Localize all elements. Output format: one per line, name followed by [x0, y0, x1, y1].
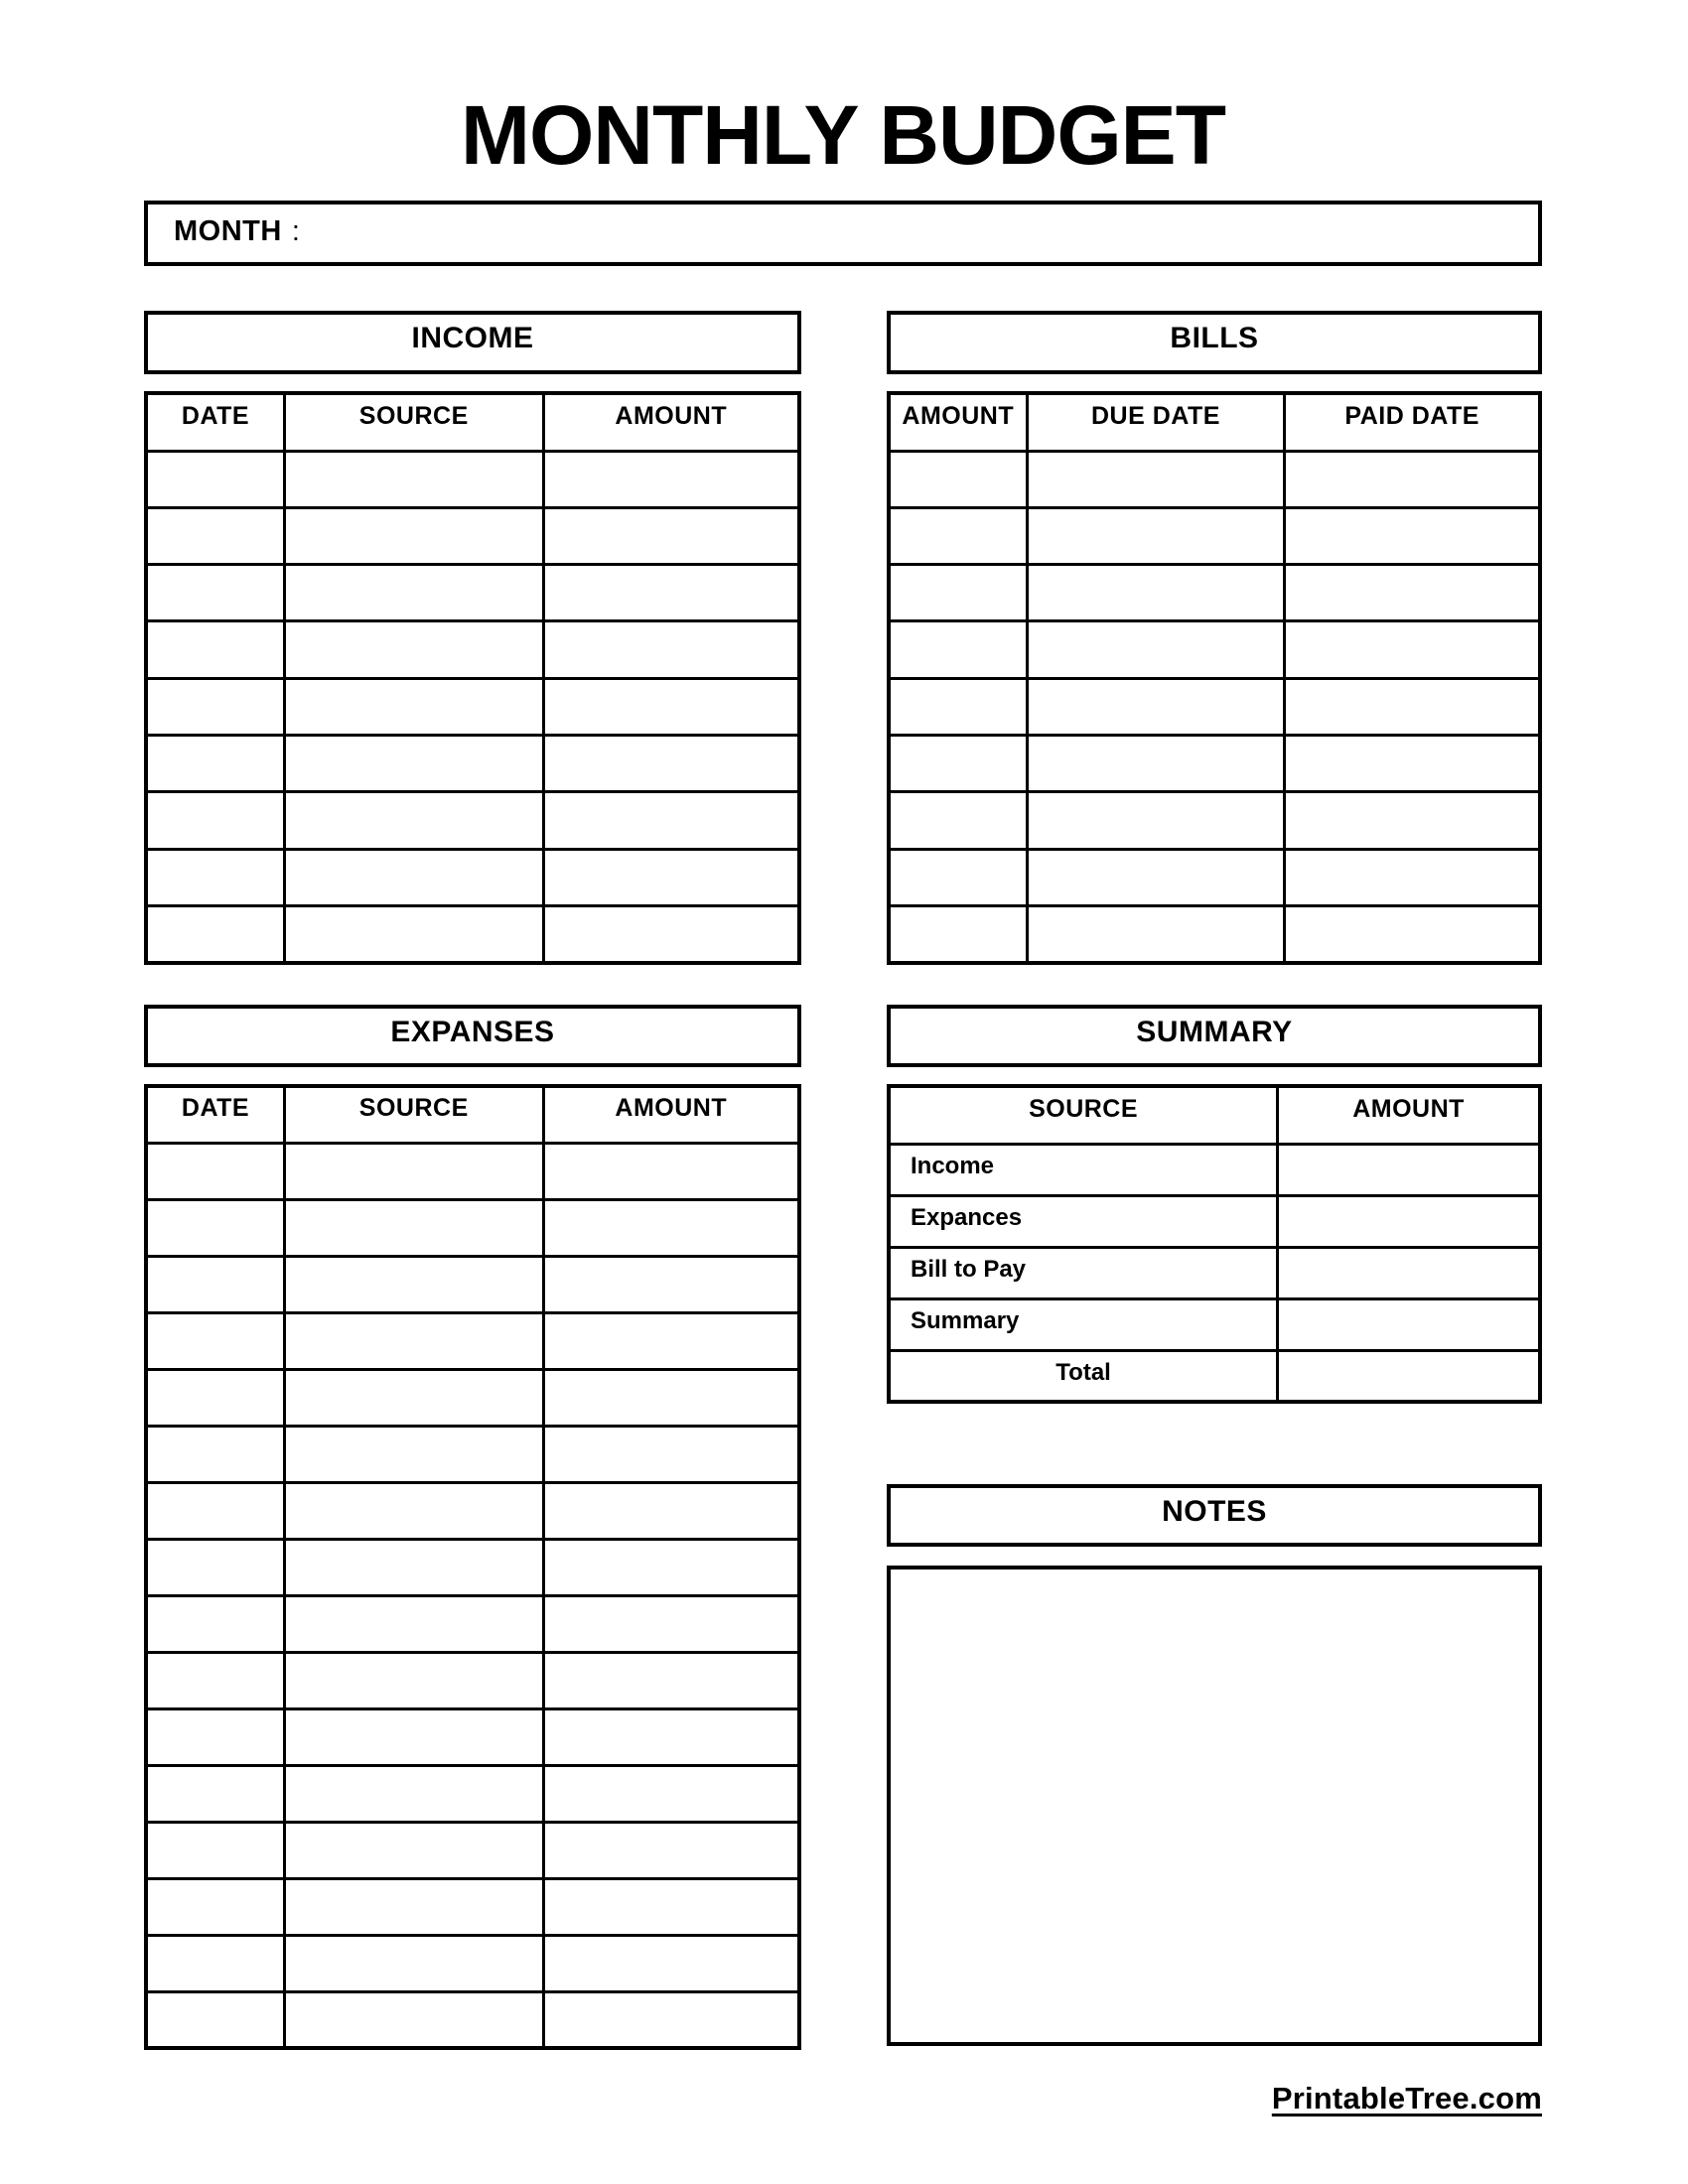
blank-cell — [146, 1595, 284, 1652]
blank-cell — [1027, 621, 1285, 678]
expanses-table — [144, 1084, 801, 2050]
income-table-header-row — [146, 393, 799, 451]
blank-cell — [543, 1765, 799, 1822]
summary-amount-cell — [1278, 1350, 1540, 1402]
blank-row — [146, 1595, 799, 1652]
blank-cell — [146, 1199, 284, 1256]
blank-cell — [1027, 736, 1285, 792]
blank-cell — [146, 1822, 284, 1878]
blank-cell — [284, 1595, 543, 1652]
page-title: MONTHLY BUDGET — [460, 88, 1226, 182]
blank-row — [146, 1256, 799, 1312]
income-section-title: INCOME — [411, 322, 534, 354]
blank-cell — [284, 1765, 543, 1822]
expanses-section-title: EXPANSES — [390, 1015, 555, 1048]
blank-cell — [889, 678, 1027, 735]
blank-cell — [284, 1708, 543, 1765]
income-table-body — [146, 451, 799, 963]
summary-amount-cell — [1278, 1247, 1540, 1298]
bills-table-header-row — [889, 393, 1540, 451]
summary-table-body — [889, 1144, 1540, 1402]
summary-row-income — [889, 1144, 1540, 1195]
blank-cell — [146, 849, 284, 905]
blank-cell — [1285, 507, 1540, 564]
blank-row — [146, 1143, 799, 1199]
blank-row — [146, 621, 799, 678]
blank-row — [146, 1369, 799, 1426]
blank-row — [146, 1822, 799, 1878]
blank-cell — [146, 792, 284, 849]
blank-row — [146, 1312, 799, 1369]
footer-site-link[interactable]: PrintableTree.com — [1271, 2081, 1542, 2116]
blank-cell — [1285, 736, 1540, 792]
blank-cell — [1285, 678, 1540, 735]
expanses-col-amount: AMOUNT — [543, 1086, 799, 1143]
blank-cell — [284, 1143, 543, 1199]
blank-row — [889, 792, 1540, 849]
blank-row — [146, 1708, 799, 1765]
blank-row — [146, 1652, 799, 1708]
blank-cell — [1285, 792, 1540, 849]
blank-cell — [543, 906, 799, 963]
blank-cell — [146, 1991, 284, 2048]
bills-col-due-date: DUE DATE — [1027, 393, 1285, 451]
income-table — [144, 391, 801, 965]
expanses-col-source: SOURCE — [284, 1086, 543, 1143]
blank-cell — [1285, 565, 1540, 621]
blank-cell — [543, 1256, 799, 1312]
blank-cell — [543, 1312, 799, 1369]
month-colon: : — [291, 214, 300, 247]
blank-row — [146, 1199, 799, 1256]
summary-label-expances: Expances — [889, 1195, 1278, 1247]
blank-cell — [543, 1652, 799, 1708]
summary-amount-cell — [1278, 1144, 1540, 1195]
month-field — [144, 201, 1542, 266]
blank-cell — [146, 906, 284, 963]
blank-cell — [284, 849, 543, 905]
summary-row-summary — [889, 1298, 1540, 1350]
blank-cell — [889, 736, 1027, 792]
blank-cell — [1285, 451, 1540, 507]
blank-cell — [146, 507, 284, 564]
blank-cell — [1285, 906, 1540, 963]
blank-cell — [146, 565, 284, 621]
blank-cell — [543, 736, 799, 792]
blank-cell — [284, 1199, 543, 1256]
blank-cell — [284, 792, 543, 849]
blank-row — [889, 507, 1540, 564]
blank-cell — [146, 1426, 284, 1482]
bills-table-body — [889, 451, 1540, 963]
summary-amount-cell — [1278, 1195, 1540, 1247]
blank-cell — [889, 507, 1027, 564]
blank-cell — [284, 621, 543, 678]
blank-cell — [284, 1878, 543, 1935]
blank-cell — [284, 1991, 543, 2048]
blank-cell — [543, 678, 799, 735]
blank-cell — [146, 1765, 284, 1822]
income-col-date: DATE — [146, 393, 284, 451]
blank-cell — [284, 736, 543, 792]
blank-cell — [889, 906, 1027, 963]
blank-row — [146, 1539, 799, 1595]
summary-label-summary: Summary — [889, 1298, 1278, 1350]
blank-cell — [146, 1312, 284, 1369]
blank-cell — [146, 1708, 284, 1765]
blank-cell — [1027, 565, 1285, 621]
blank-cell — [543, 451, 799, 507]
blank-cell — [1285, 849, 1540, 905]
blank-row — [146, 736, 799, 792]
blank-cell — [284, 1426, 543, 1482]
blank-cell — [146, 1369, 284, 1426]
blank-cell — [284, 906, 543, 963]
blank-row — [146, 1878, 799, 1935]
blank-row — [889, 565, 1540, 621]
blank-cell — [889, 451, 1027, 507]
blank-cell — [284, 678, 543, 735]
blank-cell — [146, 1256, 284, 1312]
blank-cell — [543, 621, 799, 678]
blank-cell — [543, 1369, 799, 1426]
summary-col-source: SOURCE — [889, 1086, 1278, 1144]
blank-cell — [543, 1199, 799, 1256]
blank-row — [889, 451, 1540, 507]
blank-row — [146, 678, 799, 735]
blank-row — [889, 736, 1540, 792]
blank-cell — [284, 1652, 543, 1708]
blank-cell — [284, 565, 543, 621]
blank-row — [889, 906, 1540, 963]
summary-row-total — [889, 1350, 1540, 1402]
blank-row — [889, 621, 1540, 678]
blank-row — [146, 1482, 799, 1539]
expanses-col-date: DATE — [146, 1086, 284, 1143]
blank-row — [146, 451, 799, 507]
summary-amount-cell — [1278, 1298, 1540, 1350]
blank-cell — [889, 621, 1027, 678]
bills-section-title: BILLS — [1170, 322, 1259, 354]
summary-table-header-row — [889, 1086, 1540, 1144]
blank-cell — [889, 565, 1027, 621]
blank-row — [146, 1935, 799, 1991]
blank-cell — [543, 1708, 799, 1765]
blank-row — [146, 792, 799, 849]
blank-cell — [284, 1482, 543, 1539]
blank-cell — [543, 1143, 799, 1199]
blank-cell — [284, 1539, 543, 1595]
blank-cell — [543, 849, 799, 905]
bills-col-amount: AMOUNT — [889, 393, 1027, 451]
summary-col-amount: AMOUNT — [1278, 1086, 1540, 1144]
blank-cell — [1285, 621, 1540, 678]
blank-cell — [146, 736, 284, 792]
blank-cell — [543, 1539, 799, 1595]
blank-cell — [543, 1991, 799, 2048]
blank-row — [146, 1426, 799, 1482]
blank-row — [146, 565, 799, 621]
blank-row — [146, 849, 799, 905]
blank-cell — [146, 621, 284, 678]
blank-cell — [1027, 792, 1285, 849]
blank-cell — [284, 1935, 543, 1991]
blank-cell — [543, 1935, 799, 1991]
blank-cell — [1027, 678, 1285, 735]
blank-cell — [146, 1482, 284, 1539]
blank-row — [146, 906, 799, 963]
blank-cell — [543, 1595, 799, 1652]
blank-cell — [543, 1482, 799, 1539]
notes-section-title: NOTES — [1162, 1494, 1267, 1528]
summary-section-title: SUMMARY — [1136, 1015, 1293, 1048]
blank-cell — [284, 1822, 543, 1878]
blank-cell — [146, 1143, 284, 1199]
summary-row-expances — [889, 1195, 1540, 1247]
blank-cell — [543, 792, 799, 849]
blank-row — [889, 849, 1540, 905]
bills-col-paid-date: PAID DATE — [1285, 393, 1540, 451]
blank-cell — [284, 1256, 543, 1312]
blank-cell — [284, 507, 543, 564]
income-col-source: SOURCE — [284, 393, 543, 451]
blank-cell — [146, 1652, 284, 1708]
bills-table — [887, 391, 1542, 965]
blank-cell — [1027, 849, 1285, 905]
expanses-table-body — [146, 1143, 799, 2048]
summary-label-bill-to-pay: Bill to Pay — [889, 1247, 1278, 1298]
notes-section-header — [887, 1484, 1542, 1547]
blank-cell — [284, 1369, 543, 1426]
summary-table — [887, 1084, 1542, 1404]
blank-cell — [284, 451, 543, 507]
blank-cell — [1027, 507, 1285, 564]
blank-cell — [146, 1878, 284, 1935]
blank-cell — [1027, 906, 1285, 963]
blank-cell — [543, 507, 799, 564]
blank-cell — [284, 1312, 543, 1369]
summary-row-bill-to-pay — [889, 1247, 1540, 1298]
blank-cell — [889, 792, 1027, 849]
bills-section-header — [887, 311, 1542, 374]
blank-row — [889, 678, 1540, 735]
blank-cell — [146, 1935, 284, 1991]
income-col-amount: AMOUNT — [543, 393, 799, 451]
blank-cell — [146, 451, 284, 507]
notes-area — [887, 1566, 1542, 2046]
blank-cell — [1027, 451, 1285, 507]
income-section-header — [144, 311, 801, 374]
blank-cell — [543, 565, 799, 621]
blank-cell — [146, 678, 284, 735]
blank-cell — [543, 1426, 799, 1482]
blank-row — [146, 1765, 799, 1822]
blank-cell — [543, 1822, 799, 1878]
blank-row — [146, 1991, 799, 2048]
expanses-section-header — [144, 1005, 801, 1067]
summary-label-total: Total — [889, 1350, 1278, 1402]
summary-label-income: Income — [889, 1144, 1278, 1195]
blank-row — [146, 507, 799, 564]
month-label: MONTH — [174, 214, 282, 247]
blank-cell — [146, 1539, 284, 1595]
blank-cell — [889, 849, 1027, 905]
summary-section-header — [887, 1005, 1542, 1067]
expanses-table-header-row — [146, 1086, 799, 1143]
blank-cell — [543, 1878, 799, 1935]
